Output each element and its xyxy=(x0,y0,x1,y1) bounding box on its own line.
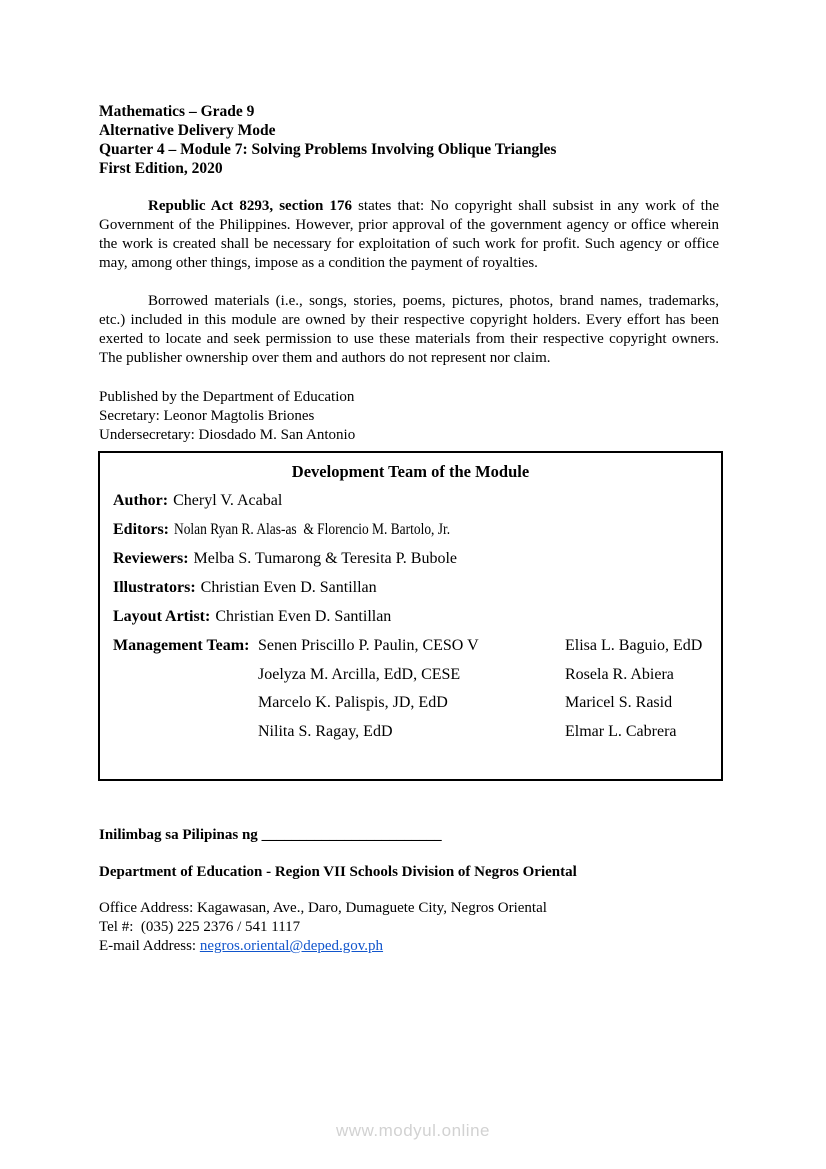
republic-act-reference: Republic Act 8293, section 176 xyxy=(148,198,352,214)
management-left-name: Marcelo K. Palispis, JD, EdD xyxy=(258,694,448,711)
management-label-spacer xyxy=(113,665,258,685)
management-left-name: Joelyza M. Arcilla, EdD, CESE xyxy=(258,665,461,683)
borrowed-materials-paragraph: Borrowed materials (i.e., songs, stories, poems, pictures, photos, brand names, trademarks, etc.) included in this module are owned by their respective copyright holders. Every effort has been exerted to locate and seek permission to use these materials from their respective copyright owners. The publisher ownership over them and authors do not represent nor claim. xyxy=(99,293,719,366)
editors-value: Nolan Ryan R. Alas-as & Florencio M. Bartolo, Jr. xyxy=(174,521,451,538)
secretary-line: Secretary: Leonor Magtolis Briones xyxy=(99,408,315,424)
management-label-spacer xyxy=(113,693,258,713)
management-left-name: Nilita S. Ragay, EdD xyxy=(258,722,393,740)
delivery-mode-line: Alternative Delivery Mode xyxy=(99,122,276,139)
site-watermark: www.modyul.online xyxy=(335,1121,490,1140)
editors-label: Editors: xyxy=(113,521,169,538)
reviewers-value: Melba S. Tumarong & Teresita P. Bubole xyxy=(193,550,457,567)
printed-label: Inilimbag sa Pilipinas ng xyxy=(99,827,258,843)
printed-in-philippines-line xyxy=(99,826,719,845)
copyright-paragraph xyxy=(99,197,719,273)
module-header xyxy=(99,102,719,178)
editors-row xyxy=(113,520,708,540)
layout-artist-row xyxy=(113,607,708,627)
contact-block xyxy=(99,899,719,956)
published-by-line: Published by the Department of Education xyxy=(99,389,355,405)
module-quarter-line: Quarter 4 – Module 7: Solving Problems Involving Oblique Triangles xyxy=(99,141,557,158)
publisher-block xyxy=(99,388,719,445)
author-label: Author: xyxy=(113,492,169,509)
dev-team-title: Development Team of the Module xyxy=(291,462,530,481)
author-value: Cheryl V. Acabal xyxy=(173,492,283,509)
office-address-line: Office Address: Kagawasan, Ave., Daro, Dumaguete City, Negros Oriental xyxy=(99,900,547,916)
management-right-name: Rosela R. Abiera xyxy=(565,665,674,683)
page-content xyxy=(99,102,719,956)
management-label-spacer xyxy=(113,722,258,742)
management-right-name: Elisa L. Baguio, EdD xyxy=(565,637,703,654)
reviewers-label: Reviewers: xyxy=(113,550,189,567)
author-row xyxy=(113,491,708,511)
printed-blank-line: ________________________ xyxy=(261,827,442,843)
management-right-name: Maricel S. Rasid xyxy=(565,694,673,711)
management-team-label: Management Team: xyxy=(113,637,250,654)
management-team-grid xyxy=(113,636,708,742)
division-title: Department of Education - Region VII Schools Division of Negros Oriental xyxy=(99,864,577,880)
module-subject-line: Mathematics – Grade 9 xyxy=(99,103,255,120)
layout-artist-value: Christian Even D. Santillan xyxy=(215,608,392,625)
illustrators-value: Christian Even D. Santillan xyxy=(200,579,377,596)
telephone-line: Tel #: (035) 225 2376 / 541 1117 xyxy=(99,919,301,935)
management-right-name: Elmar L. Cabrera xyxy=(565,722,677,740)
management-left-name: Senen Priscillo P. Paulin, CESO V xyxy=(258,637,479,654)
illustrators-row xyxy=(113,578,708,598)
email-label: E-mail Address: xyxy=(99,938,200,954)
edition-line: First Edition, 2020 xyxy=(99,160,223,177)
undersecretary-line: Undersecretary: Diosdado M. San Antonio xyxy=(99,427,356,443)
development-team-box xyxy=(98,451,723,781)
layout-artist-label: Layout Artist: xyxy=(113,608,211,625)
email-line xyxy=(99,937,719,956)
email-link[interactable]: negros.oriental@deped.gov.ph xyxy=(199,938,384,954)
reviewers-row xyxy=(113,549,708,569)
illustrators-label: Illustrators: xyxy=(113,579,196,596)
copyright-paragraph-text: states that: No copyright shall subsist in any work of the Government of the Philippines. However, prior approval of the government agency or office wherein the work is created shall be necessary for exploitation of such work for profit. Such agency or office may, among other things, impose as a condition the payment of royalties. xyxy=(99,198,719,271)
